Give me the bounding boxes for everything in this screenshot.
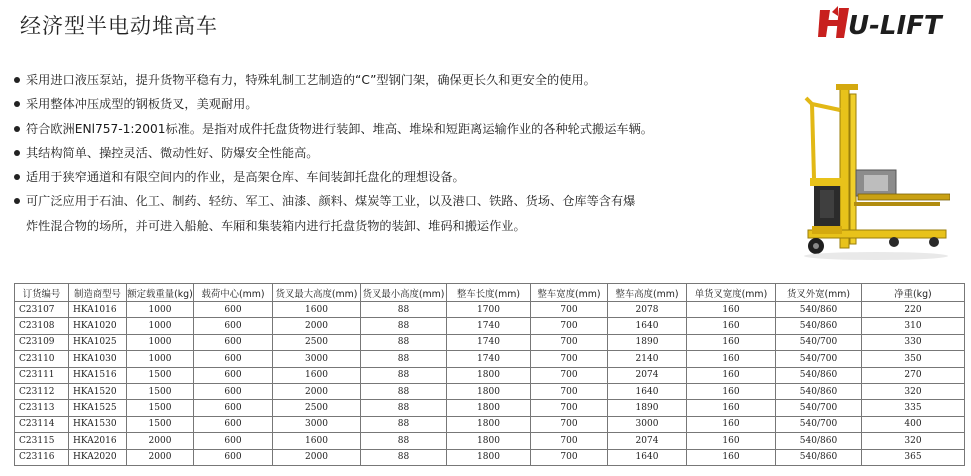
table-cell: HKA1530	[69, 416, 127, 432]
table-row	[15, 383, 965, 399]
spec-table	[14, 283, 965, 466]
table-cell: 1600	[273, 367, 361, 383]
table-cell: 600	[194, 383, 273, 399]
table-cell: 160	[687, 400, 776, 416]
table-cell: C23115	[15, 433, 69, 449]
table-cell: 350	[862, 351, 965, 367]
table-cell: 1640	[608, 449, 687, 465]
table-cell: 2500	[273, 400, 361, 416]
table-cell: 2074	[608, 433, 687, 449]
feature-item	[14, 92, 714, 116]
table-cell: HKA1020	[69, 318, 127, 334]
feature-item	[14, 117, 714, 141]
column-header: 货叉外宽(mm)	[776, 284, 862, 302]
table-cell: C23113	[15, 400, 69, 416]
table-cell: 1640	[608, 318, 687, 334]
semi-electric-stacker-illustration	[784, 80, 950, 270]
table-cell: 1000	[127, 318, 194, 334]
table-cell: C23112	[15, 383, 69, 399]
feature-list	[14, 68, 714, 238]
table-cell: 160	[687, 318, 776, 334]
table-cell: 700	[531, 400, 608, 416]
table-cell: 600	[194, 318, 273, 334]
table-cell: 160	[687, 367, 776, 383]
table-row	[15, 351, 965, 367]
column-header: 整车高度(mm)	[608, 284, 687, 302]
table-cell: 1500	[127, 416, 194, 432]
table-cell: 1800	[447, 416, 531, 432]
column-header: 整车宽度(mm)	[531, 284, 608, 302]
feature-item	[14, 141, 714, 165]
table-cell: 540/860	[776, 433, 862, 449]
table-cell: 1740	[447, 351, 531, 367]
feature-text: 可广泛应用于石油、化工、制药、轻纺、军工、油漆、颜料、煤炭等工业，以及港口、铁路、货场、仓库等含有爆	[26, 194, 636, 209]
table-cell: 540/860	[776, 383, 862, 399]
table-cell: 88	[361, 351, 447, 367]
table-cell: 310	[862, 318, 965, 334]
table-cell: 600	[194, 433, 273, 449]
table-cell: 88	[361, 449, 447, 465]
table-cell: 1890	[608, 334, 687, 350]
column-header: 制造商型号	[69, 284, 127, 302]
table-row	[15, 449, 965, 465]
table-cell: 320	[862, 383, 965, 399]
table-cell: 540/700	[776, 416, 862, 432]
table-cell: 600	[194, 351, 273, 367]
feature-item	[14, 68, 714, 92]
table-cell: 2078	[608, 302, 687, 318]
table-cell: 540/700	[776, 400, 862, 416]
table-cell: 2000	[127, 433, 194, 449]
table-cell: 1800	[447, 400, 531, 416]
table-cell: 600	[194, 367, 273, 383]
table-cell: 88	[361, 367, 447, 383]
column-header: 载荷中心(mm)	[194, 284, 273, 302]
table-cell: 540/700	[776, 351, 862, 367]
table-cell: 1740	[447, 334, 531, 350]
table-header-row	[15, 284, 965, 302]
table-cell: 540/860	[776, 449, 862, 465]
table-cell: 3000	[273, 416, 361, 432]
table-cell: 88	[361, 318, 447, 334]
table-cell: 540/860	[776, 318, 862, 334]
table-row	[15, 302, 965, 318]
table-cell: 2000	[127, 449, 194, 465]
table-cell: 600	[194, 302, 273, 318]
table-cell: 1800	[447, 433, 531, 449]
table-cell: 3000	[273, 351, 361, 367]
feature-text: 采用进口液压泵站，提升货物平稳有力，特殊轧制工艺制造的“C”型钢门架，确保更长久和更安全的使用。	[26, 73, 596, 87]
spec-table-body	[15, 302, 965, 466]
column-header: 净重(kg)	[862, 284, 965, 302]
table-cell: 160	[687, 383, 776, 399]
column-header: 订货编号	[15, 284, 69, 302]
table-cell: 700	[531, 302, 608, 318]
table-cell: HKA1516	[69, 367, 127, 383]
table-cell: 320	[862, 433, 965, 449]
hu-lift-logo-mark	[818, 4, 954, 42]
table-cell: HKA1525	[69, 400, 127, 416]
table-cell: 700	[531, 383, 608, 399]
table-cell: 335	[862, 400, 965, 416]
table-row	[15, 433, 965, 449]
table-cell: 1000	[127, 302, 194, 318]
table-cell: 88	[361, 416, 447, 432]
table-cell: 88	[361, 400, 447, 416]
table-cell: 3000	[608, 416, 687, 432]
table-cell: 700	[531, 334, 608, 350]
table-cell: 1500	[127, 400, 194, 416]
table-cell: 1740	[447, 318, 531, 334]
table-cell: 2074	[608, 367, 687, 383]
feature-item	[14, 165, 714, 189]
table-cell: 1800	[447, 383, 531, 399]
table-cell: C23107	[15, 302, 69, 318]
table-cell: 600	[194, 400, 273, 416]
column-header: 整车长度(mm)	[447, 284, 531, 302]
feature-item	[14, 189, 714, 238]
table-cell: 1600	[273, 433, 361, 449]
table-cell: HKA1030	[69, 351, 127, 367]
column-header: 货叉最大高度(mm)	[273, 284, 361, 302]
table-row	[15, 367, 965, 383]
table-cell: 270	[862, 367, 965, 383]
table-cell: 2000	[273, 383, 361, 399]
table-cell: HKA2016	[69, 433, 127, 449]
logo-text: U-LIFT	[848, 11, 942, 41]
table-cell: 160	[687, 351, 776, 367]
table-cell: 2140	[608, 351, 687, 367]
feature-text: 符合欧洲ENl757-1:2001标准。是指对成件托盘货物进行装卸、堆高、堆垛和短距离运输作业的各种轮式搬运车辆。	[26, 121, 653, 136]
table-cell: 1800	[447, 449, 531, 465]
table-cell: HKA1025	[69, 334, 127, 350]
column-header: 货叉最小高度(mm)	[361, 284, 447, 302]
table-cell: 1000	[127, 334, 194, 350]
table-cell: 700	[531, 416, 608, 432]
feature-text: 适用于狭窄通道和有限空间内的作业，是高架仓库、车间装卸托盘化的理想设备。	[26, 170, 465, 185]
table-cell: 400	[862, 416, 965, 432]
table-cell: 600	[194, 334, 273, 350]
table-cell: 700	[531, 367, 608, 383]
table-cell: 160	[687, 334, 776, 350]
table-cell: HKA1016	[69, 302, 127, 318]
column-header: 额定载重量(kg)	[127, 284, 194, 302]
feature-text: 采用整体冲压成型的钢板货叉，美观耐用。	[26, 97, 258, 112]
table-cell: C23110	[15, 351, 69, 367]
table-cell: C23109	[15, 334, 69, 350]
table-cell: 1890	[608, 400, 687, 416]
table-row	[15, 400, 965, 416]
table-cell: 330	[862, 334, 965, 350]
table-cell: 365	[862, 449, 965, 465]
table-cell: 700	[531, 433, 608, 449]
table-cell: 88	[361, 433, 447, 449]
hu-lift-logo	[818, 4, 954, 42]
table-row	[15, 334, 965, 350]
column-header: 单货叉宽度(mm)	[687, 284, 776, 302]
table-cell: C23108	[15, 318, 69, 334]
table-cell: C23114	[15, 416, 69, 432]
table-cell: 700	[531, 351, 608, 367]
table-cell: 160	[687, 449, 776, 465]
table-cell: 1700	[447, 302, 531, 318]
table-cell: 1800	[447, 367, 531, 383]
table-cell: 600	[194, 416, 273, 432]
table-cell: 88	[361, 334, 447, 350]
table-cell: 700	[531, 318, 608, 334]
table-cell: C23111	[15, 367, 69, 383]
table-cell: 2000	[273, 318, 361, 334]
table-cell: 2000	[273, 449, 361, 465]
feature-text: 其结构简单、操控灵活、微动性好、防爆安全性能高。	[26, 145, 319, 160]
stacker-image	[784, 80, 950, 270]
table-cell: 1500	[127, 367, 194, 383]
table-cell: 1600	[273, 302, 361, 318]
table-cell: 540/860	[776, 367, 862, 383]
table-row	[15, 318, 965, 334]
table-row	[15, 416, 965, 432]
table-cell: HKA2020	[69, 449, 127, 465]
table-cell: 600	[194, 449, 273, 465]
page-title: 经济型半电动堆高车	[20, 14, 218, 38]
table-cell: 160	[687, 433, 776, 449]
feature-text-continued: 炸性混合物的场所，并可进入船舱、车厢和集装箱内进行托盘货物的装卸、堆码和搬运作业。	[26, 218, 526, 233]
table-cell: 540/860	[776, 302, 862, 318]
table-cell: 88	[361, 302, 447, 318]
table-cell: 220	[862, 302, 965, 318]
table-cell: 700	[531, 449, 608, 465]
table-cell: HKA1520	[69, 383, 127, 399]
table-cell: 1500	[127, 383, 194, 399]
table-cell: 2500	[273, 334, 361, 350]
table-cell: 160	[687, 302, 776, 318]
table-cell: 1000	[127, 351, 194, 367]
table-cell: C23116	[15, 449, 69, 465]
table-cell: 540/700	[776, 334, 862, 350]
table-cell: 160	[687, 416, 776, 432]
table-cell: 88	[361, 383, 447, 399]
table-cell: 1640	[608, 383, 687, 399]
